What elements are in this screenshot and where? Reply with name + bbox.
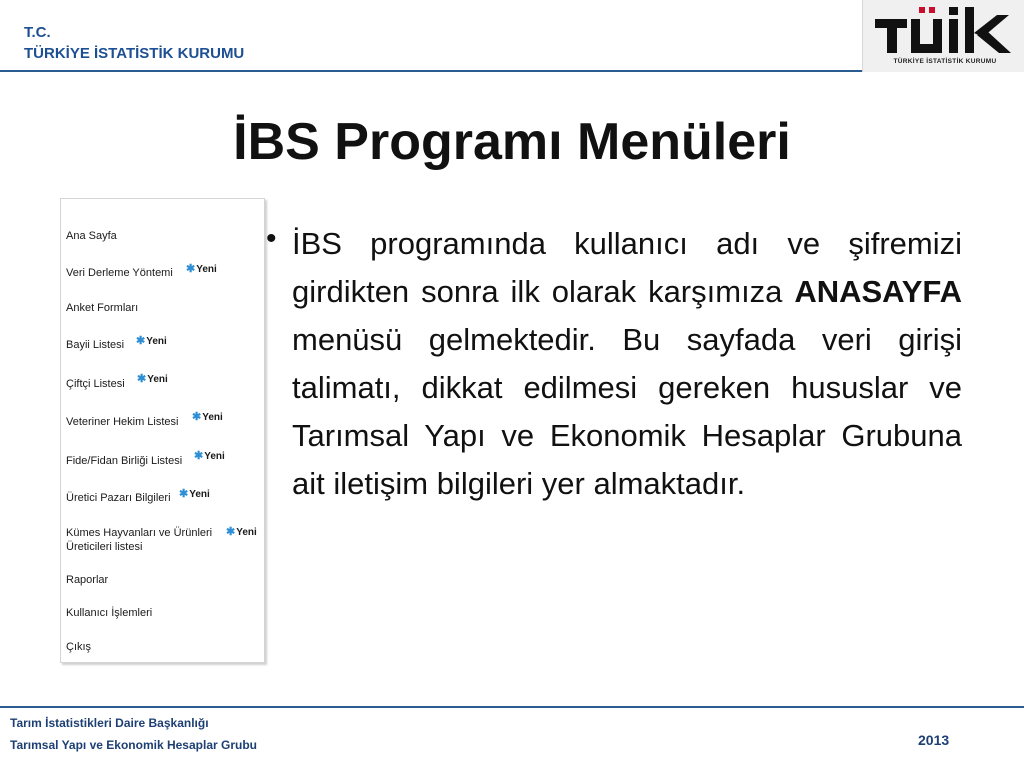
bullet-point: • [266, 222, 277, 255]
menu-item-ana-sayfa[interactable]: Ana Sayfa [66, 230, 117, 242]
menu-item-bayii-listesi[interactable]: Bayii Listesi [66, 339, 125, 351]
logo-subtitle: TÜRKİYE İSTATİSTİK KURUMU [893, 58, 997, 65]
tuik-logo [862, 0, 1024, 72]
footer-group: Tarımsal Yapı ve Ekonomik Hesaplar Grubu [10, 738, 257, 752]
body-paragraph: İBS programında kullanıcı adı ve şifremizi girdikten sonra ilk olarak karşımıza ANASAYFA menüsü gelmektedir. Bu sayfada veri girişi talimatı, dikkat edilmesi gereken hususlar ve Tarımsal Yapı ve Ekonomik Hesaplar Grubuna ait iletişim bilgileri yer almaktadır. [292, 226, 962, 501]
anasayfa-emphasis: ANASAYFA [794, 274, 962, 309]
menu-item-raporlar[interactable]: Raporlar [66, 574, 109, 586]
menu-item-veri-derleme-yontemi[interactable]: Veri Derleme Yöntemi [66, 267, 173, 279]
menu-item-anket-formlari[interactable]: Anket Formları [66, 302, 139, 314]
header-divider [0, 70, 862, 72]
header-organization [24, 22, 244, 64]
star-icon: ✱ [179, 488, 189, 500]
menu-item-kumes-hayvanlari[interactable]: Kümes Hayvanları ve Ürünleri Üreticileri listesi [66, 527, 213, 553]
star-icon: ✱ [137, 373, 147, 385]
new-badge: ✱Yeni [186, 263, 217, 275]
org-line-2: TÜRKİYE İSTATİSTİK KURUMU [24, 45, 245, 62]
star-icon: ✱ [186, 263, 196, 275]
new-badge: ✱Yeni [192, 411, 223, 423]
slide-title: İBS Programı Menüleri [233, 113, 791, 171]
footer-divider [0, 706, 1024, 708]
new-badge: ✱Yeni [194, 450, 225, 462]
org-line-1: T.C. [24, 24, 51, 41]
star-icon: ✱ [194, 450, 204, 462]
menu-item-uretici-pazari-bilgileri[interactable]: Üretici Pazarı Bilgileri [66, 492, 171, 504]
menu-item-fide-fidan-birligi-listesi[interactable]: Fide/Fidan Birliği Listesi [66, 455, 183, 467]
menu-item-ciftci-listesi[interactable]: Çiftçi Listesi [66, 378, 125, 390]
new-badge: ✱Yeni [226, 526, 257, 538]
new-badge: ✱Yeni [179, 488, 210, 500]
star-icon: ✱ [226, 526, 236, 538]
star-icon: ✱ [136, 335, 146, 347]
menu-item-kullanici-islemleri[interactable]: Kullanıcı İşlemleri [66, 607, 153, 619]
new-badge: ✱Yeni [136, 335, 167, 347]
new-badge: ✱Yeni [137, 373, 168, 385]
star-icon: ✱ [192, 411, 202, 423]
footer-year: 2013 [918, 732, 950, 748]
footer-department: Tarım İstatistikleri Daire Başkanlığı [10, 716, 209, 730]
ibs-menu-panel [60, 198, 265, 663]
menu-item-cikis[interactable]: Çıkış [66, 641, 92, 653]
tuik-logo-mark-icon [873, 5, 1015, 57]
menu-item-veteriner-hekim-listesi[interactable]: Veteriner Hekim Listesi [66, 416, 179, 428]
